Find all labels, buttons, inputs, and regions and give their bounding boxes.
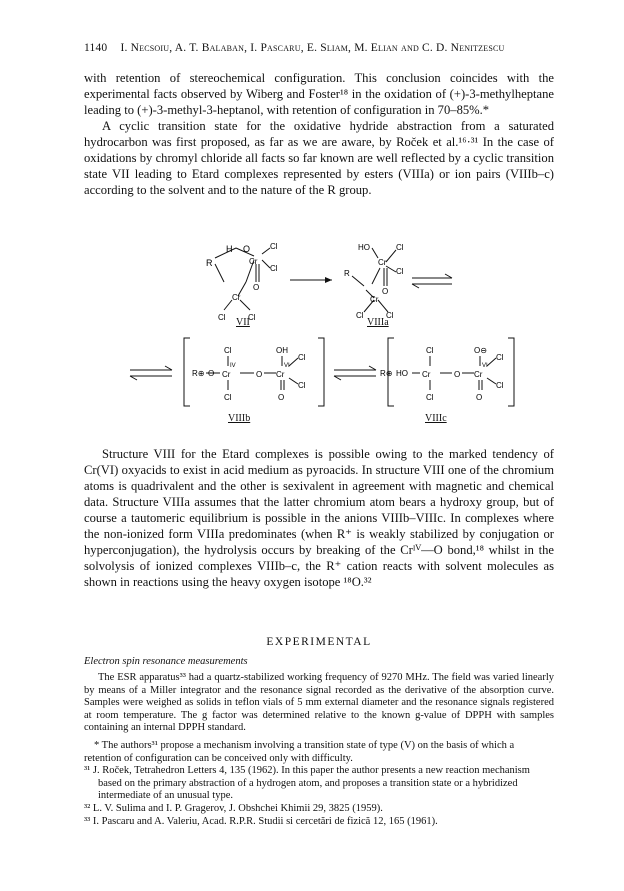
structure-vii — [215, 248, 270, 310]
equilibrium-arrows — [412, 274, 452, 288]
body-text-bottom — [84, 446, 554, 590]
atom-cl: Cl — [426, 393, 434, 402]
atom-r: R — [206, 258, 213, 268]
atom-r: R — [344, 269, 350, 278]
atom-cl: Cl — [356, 311, 364, 320]
atom-o: O — [208, 369, 215, 378]
atom-cr: Cr — [422, 370, 431, 379]
atom-cr: Cr — [232, 293, 241, 302]
atom-o: O — [476, 393, 483, 402]
atom-cr: Cr — [249, 257, 258, 266]
atom-ho: HO — [358, 243, 370, 252]
valence-vi: VI — [482, 363, 488, 369]
structure-viiib — [184, 338, 324, 406]
section-heading: EXPERIMENTAL — [266, 636, 372, 648]
valence-vi: VI — [284, 363, 290, 369]
paragraph-2: A cyclic transition state for the oxidative hydride abstraction from a saturated hydrocarbon was first proposed, as far as we are aware, by Roček et al.¹⁶·³¹ In the case of oxidations by chromyl chloride all facts so far known are well reflected by a cyclic transition state VII leading to Etard complexes represented by esters (VIIIa) or ion pairs (VIIIb–c) according to the solvent and to the nature of the R group. — [84, 119, 554, 197]
subsection-heading: Electron spin resonance measurements — [84, 656, 248, 667]
reaction-scheme — [0, 238, 624, 458]
paragraph-3: Structure VIII for the Etard complexes is possible owing to the marked tendency of Cr(VI) oxyacids to exist in acid medium as pyroacids. In structure VIII one of the chromium atoms is quadrivalent and the other is sexivalent in agreement with magnetic and chemical data. Structure VIIIa assumes that the latter chromium atom bears a hydroxy group, but of course a tautomeric equilibrium is possible in the anions VIIIb–VIIIc. In complexes where the non-ionized form VIIIa predominates (when R⁺ is weakly stabilized by conjugation or hyperconjugation), the hydrolysis occurs by breaking of the Crᴵⱽ—O bond,¹⁸ whilst in the solvolysis of ionized complexes VIIIb–c, the R⁺ cation reacts with solvent molecules as shown in reactions using the heavy oxygen isotope ¹⁸O.³² — [84, 447, 554, 589]
atom-cl: Cl — [496, 353, 504, 362]
paragraph-1: with retention of stereochemical configuration. This conclusion coincides with the experimental facts observed by Wiberg and Foster¹⁸ in the oxidation of (+)-3-methylheptane leading to (+)-3-methyl-3-heptanol, with retention of configuration in 70–85%.* — [84, 71, 554, 117]
atom-cl: Cl — [298, 353, 306, 362]
atom-o: O — [256, 370, 263, 379]
experimental-text: The ESR apparatus³³ had a quartz-stabilized working frequency of 9270 MHz. The field was varied linearly by means of a Miller integrator and the resonance signal recorded as the derivative of the absorption curve. Samples were weighed as solids in teflon vials of 5 mm external diameter and the resonance signals registered at room temperature. The g factor was determined relative to the known g-value of DPPH with samples containing an internal DPPH standard. — [84, 672, 554, 734]
footnote-32: ³² L. V. Sulima and I. P. Gragerov, J. Obshchei Khimii 29, 3825 (1959). — [84, 802, 383, 814]
atom-ho: HO — [396, 369, 408, 378]
atom-r-plus: R⊕ — [192, 369, 205, 378]
atom-cl: Cl — [224, 346, 232, 355]
atom-cr: Cr — [222, 370, 231, 379]
atom-cl: Cl — [270, 264, 278, 273]
atom-cr: Cr — [474, 370, 483, 379]
footnote-31: ³¹ J. Roček, Tetrahedron Letters 4, 135 (1962). In this paper the author presents a new reaction mechanism based on the primary abstraction of a hydrogen atom, and proposes a transition state or a hybridized intermediate of an unusual type. — [84, 765, 530, 802]
atom-o: O — [454, 370, 461, 379]
body-text-top — [84, 70, 554, 198]
atom-oh: OH — [276, 346, 288, 355]
atom-cl: Cl — [224, 393, 232, 402]
label-viiib: VIIIb — [228, 413, 251, 424]
label-viiia: VIIIa — [367, 317, 389, 328]
label-viiic: VIIIc — [425, 413, 447, 424]
atom-cl: Cl — [386, 311, 394, 320]
atom-cl: Cl — [396, 243, 404, 252]
atom-cr: Cr — [370, 295, 379, 304]
atom-cl: Cl — [396, 267, 404, 276]
atom-cr: Cr — [378, 258, 387, 267]
atom-o: O — [382, 287, 389, 296]
atom-h: H — [226, 244, 233, 254]
atom-cl: Cl — [298, 381, 306, 390]
header-authors: I. Necsoiu, A. T. Balaban, I. Pascaru, E. Sliam, M. Elian and C. D. Nenitzescu — [120, 42, 505, 54]
running-header — [84, 42, 554, 54]
atom-o-minus: O⊖ — [474, 346, 487, 355]
footnotes — [84, 740, 554, 828]
footnote-star: * The authors³¹ propose a mechanism involving a transition state of type (V) on the basis of which a retention of configuration can be conceived only with difficulty. — [84, 740, 515, 764]
page-number: 1140 — [84, 42, 108, 54]
atom-cl: Cl — [426, 346, 434, 355]
valence-iv: IV — [230, 363, 236, 369]
atom-cl: Cl — [218, 313, 226, 322]
equilibrium-arrows-left — [130, 366, 172, 380]
footnote-33: ³³ I. Pascaru and A. Valeriu, Acad. R.P.R. Studii si cercetări de fizică 12, 165 (1961). — [84, 815, 438, 827]
atom-o: O — [253, 283, 260, 292]
atom-cl: Cl — [496, 381, 504, 390]
atom-o: O — [278, 393, 285, 402]
atom-cl: Cl — [270, 242, 278, 251]
arrowhead — [325, 277, 332, 283]
equilibrium-arrows-middle — [334, 366, 376, 380]
label-vii: VII — [236, 317, 250, 328]
atom-r-plus: R⊕ — [380, 369, 393, 378]
atom-cr: Cr — [276, 370, 285, 379]
atom-o: O — [243, 244, 251, 254]
atom-cl: Cl — [248, 313, 256, 322]
